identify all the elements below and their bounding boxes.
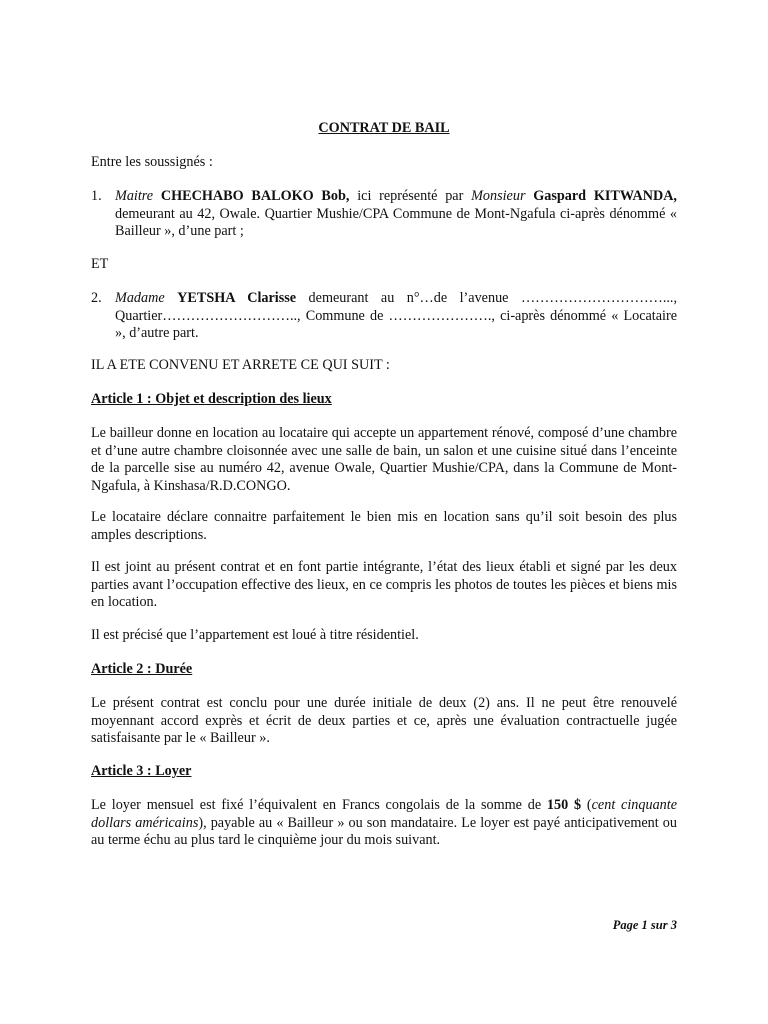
article-3-paragraph-1 <box>91 797 677 850</box>
party-1-text <box>115 188 677 241</box>
article-1-paragraph-1: Le bailleur donne en location au locataire qui accepte un appartement rénové, composé d’une chambre et d’une autre chambre cloisonnée avec une salle de bain, un salon et une cuisine situé dans l’enceinte de la parcelle sise au numéro 42, avenue Owale, Quartier Mushie/CPA, dans la Commune de Mont-Ngafula, à Kinshasa/R.D.CONGO. <box>91 425 677 494</box>
article-3-heading: Article 3 : Loyer <box>91 763 192 779</box>
party-2 <box>91 290 677 343</box>
page-number: Page 1 sur 3 <box>612 918 677 932</box>
article-2-paragraph-1: Le présent contrat est conclu pour une durée initiale de deux (2) ans. Il ne peut être renouvelé moyennant accord exprès et écrit de deux parties et ce, après une évaluation contractuelle jugée satisfaisante par le « Bailleur ». <box>91 695 677 747</box>
article-1-paragraph-3: Il est joint au présent contrat et en font partie intégrante, l’état des lieux établi et signé par les deux parties avant l’occupation effective des lieux, en ce compris les photos de toutes les pièces et biens mis en location. <box>91 559 677 611</box>
party-1-title: Maitre <box>115 188 154 204</box>
party-2-text <box>115 290 677 343</box>
article-1-paragraph-2: Le locataire déclare connaitre parfaitement le bien mis en location sans qu’il soit besoin des plus amples descriptions. <box>91 509 677 543</box>
article-3-text-start: Le loyer mensuel est fixé l’équivalent en Francs congolais de la somme de <box>91 797 547 813</box>
party-1-name: CHECHABO BALOKO Bob, <box>160 188 350 204</box>
party-1-rep-name: Gaspard KITWANDA, <box>533 188 677 204</box>
convenu-text: IL A ETE CONVENU ET ARRETE CE QUI SUIT : <box>91 357 390 373</box>
article-3-paren: ( <box>581 797 592 813</box>
article-2-heading: Article 2 : Durée <box>91 661 193 677</box>
party-2-number: 2. <box>91 290 102 306</box>
party-1-mid: ici représenté par <box>349 188 472 204</box>
party-1 <box>91 188 677 241</box>
intro-text: Entre les soussignés : <box>91 154 213 170</box>
party-1-rest: demeurant au 42, Owale. Quartier Mushie/CPA Commune de Mont-Ngafula ci-après dénommé « Bailleur », d’une part ; <box>115 205 677 240</box>
rent-amount: 150 $ <box>546 797 582 813</box>
document-title: CONTRAT DE BAIL <box>318 120 450 136</box>
article-3-text-end: ), payable au « Bailleur » ou son mandataire. Le loyer est payé anticipativement ou au terme échu au plus tard le cinquième jour du mois suivant. <box>91 814 677 849</box>
party-2-name: YETSHA Clarisse <box>177 290 297 306</box>
party-2-title: Madame <box>115 290 165 306</box>
party-1-number: 1. <box>91 188 102 204</box>
party-1-rep-title: Monsieur <box>471 188 526 204</box>
article-1-heading: Article 1 : Objet et description des lieux <box>91 391 332 407</box>
article-1-paragraph-4: Il est précisé que l’appartement est loué à titre résidentiel. <box>91 627 419 643</box>
et-text: ET <box>91 256 109 272</box>
party-2-rest: demeurant au n°…de l’avenue …………………………..., Quartier……………………….., Commune de …………………., ci-après dénommé « Locataire », d’autre part. <box>115 290 678 342</box>
rent-amount-words: cent cinquante dollars américains <box>91 797 677 831</box>
